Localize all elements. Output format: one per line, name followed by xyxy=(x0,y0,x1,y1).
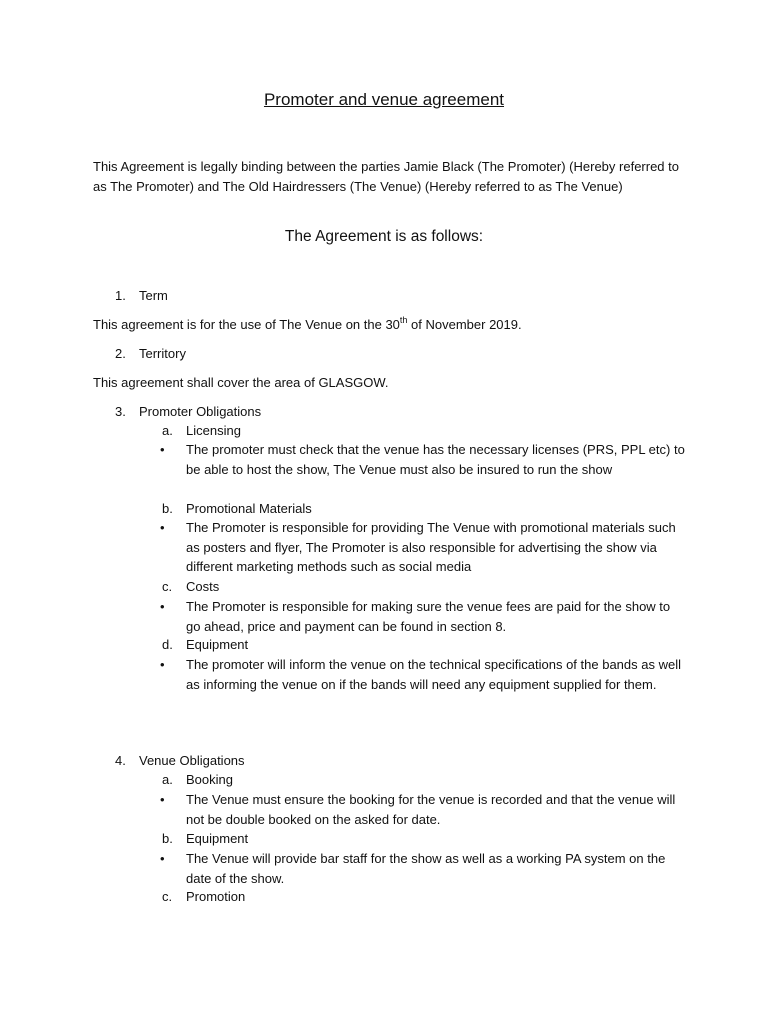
section-1-text xyxy=(93,315,522,335)
section-3a-letter: a. xyxy=(162,423,173,438)
section-3-heading: Promoter Obligations xyxy=(139,404,262,419)
section-3b-heading: Promotional Materials xyxy=(186,501,312,516)
section-3d-heading: Equipment xyxy=(186,637,249,652)
bullet-icon: • xyxy=(160,851,165,866)
intro-paragraph: This Agreement is legally binding between the parties Jamie Black (The Promoter) (Hereby referred to as The Promoter) and The Old Hairdressers (The Venue) (Hereby referred to as The Venue) xyxy=(93,159,679,194)
section-4c-heading: Promotion xyxy=(186,889,246,904)
section-4a-letter: a. xyxy=(162,772,173,787)
section-3b-bullet-text: The Promoter is responsible for providing The Venue with promotional materials such as posters and flyer, The Promoter is also responsible for advertising the show via different marketing methods such as social media xyxy=(186,520,676,574)
section-2-number: 2. xyxy=(115,346,126,361)
section-3c-letter: c. xyxy=(162,579,173,594)
section-4-heading: Venue Obligations xyxy=(139,753,245,768)
section-1-text-end: of November 2019. xyxy=(407,317,522,332)
section-1-heading: Term xyxy=(139,288,168,303)
section-1-text-start: This agreement is for the use of The Venue on the 30 xyxy=(93,317,400,332)
section-2-heading: Territory xyxy=(139,346,186,361)
section-4b-letter: b. xyxy=(162,831,173,846)
bullet-icon: • xyxy=(160,599,165,614)
section-3a-bullet-text: The promoter must check that the venue has the necessary licenses (PRS, PPL etc) to be able to host the show, The Venue must also be insured to run the show xyxy=(186,442,685,477)
section-3c-heading: Costs xyxy=(186,579,220,594)
section-4c-letter: c. xyxy=(162,889,173,904)
section-1-text-sup: th xyxy=(399,314,408,325)
section-4b-bullet-text: The Venue will provide bar staff for the show as well as a working PA system on the date of the show. xyxy=(186,851,666,886)
section-4b-heading: Equipment xyxy=(186,831,249,846)
section-2-text: This agreement shall cover the area of GLASGOW. xyxy=(93,375,389,390)
bullet-icon: • xyxy=(160,520,165,535)
section-4a-heading: Booking xyxy=(186,772,233,787)
document-title: Promoter and venue agreement xyxy=(263,90,505,109)
section-3-number: 3. xyxy=(115,404,126,419)
section-3d-letter: d. xyxy=(162,637,173,652)
section-4a-bullet-text: The Venue must ensure the booking for the venue is recorded and that the venue will not be double booked on the asked for date. xyxy=(186,792,676,827)
section-3c-bullet-text: The Promoter is responsible for making sure the venue fees are paid for the show to go ahead, price and payment can be found in section 8. xyxy=(186,599,671,634)
section-3a-heading: Licensing xyxy=(186,423,241,438)
section-3b-letter: b. xyxy=(162,501,173,516)
section-4-number: 4. xyxy=(115,753,126,768)
agreement-subheading: The Agreement is as follows: xyxy=(284,228,484,245)
section-3d-bullet-text: The promoter will inform the venue on the technical specifications of the bands as well as informing the venue on if the bands will need any equipment supplied for them. xyxy=(186,657,681,692)
bullet-icon: • xyxy=(160,792,165,807)
section-1-number: 1. xyxy=(115,288,126,303)
bullet-icon: • xyxy=(160,657,165,672)
bullet-icon: • xyxy=(160,442,165,457)
